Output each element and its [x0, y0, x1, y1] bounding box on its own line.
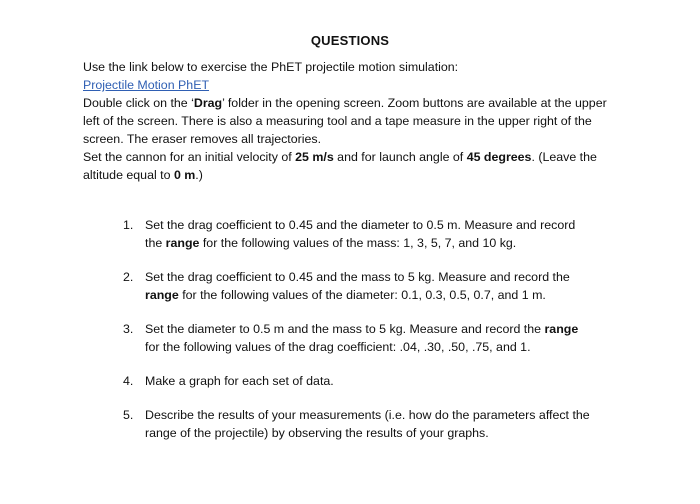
velocity-value: 25 m/s [295, 150, 334, 164]
angle-value: 45 degrees [466, 150, 532, 164]
question-number: 3. [123, 322, 134, 336]
question-item-5: 5. Describe the results of your measurements (i.e. how do the parameters affect the range of the projectile) by observing the results of your graphs. [123, 408, 590, 440]
question-number: 5. [123, 408, 134, 422]
question-item-4: 4. Make a graph for each set of data. [123, 374, 334, 388]
question-number: 4. [123, 374, 134, 388]
drag-instructions: Double click on the ‘Drag’ folder in the opening screen. Zoom buttons are available at the upper left of the screen. There is also a measuring tool and a tape measure in the upper right of the screen. The eraser removes all trajectories. [83, 96, 607, 146]
intro-line: Use the link below to exercise the PhET projectile motion simulation: [83, 60, 459, 74]
altitude-value: 0 m [173, 168, 196, 182]
question-item-3: 3. Set the diameter to 0.5 m and the mass to 5 kg. Measure and record the range for the following values of the drag coefficient: .04, .30, .50, .75, and 1. [123, 322, 579, 354]
cannon-settings: Set the cannon for an initial velocity of 25 m/s and for launch angle of 45 degrees. (Leave the altitude equal to 0 m.) [83, 150, 597, 182]
question-number: 2. [123, 270, 134, 284]
page-title: QUESTIONS [310, 33, 390, 48]
question-item-1: 1. Set the drag coefficient to 0.45 and the diameter to 0.5 m. Measure and record the range for the following values of the mass: 1, 3, 5, 7, and 10 kg. [123, 218, 576, 250]
range-term: range [165, 236, 200, 250]
question-item-2: 2. Set the drag coefficient to 0.45 and the mass to 5 kg. Measure and record the range for the following values of the diameter: 0.1, 0.3, 0.5, 0.7, and 1 m. [123, 270, 570, 302]
intro-section [83, 58, 623, 184]
phet-link[interactable]: Projectile Motion PhET [83, 78, 210, 92]
range-term: range [145, 288, 179, 302]
question-list [123, 216, 593, 442]
range-term: range [544, 322, 579, 336]
question-number: 1. [123, 218, 134, 232]
drag-folder-name: Drag [193, 96, 223, 110]
